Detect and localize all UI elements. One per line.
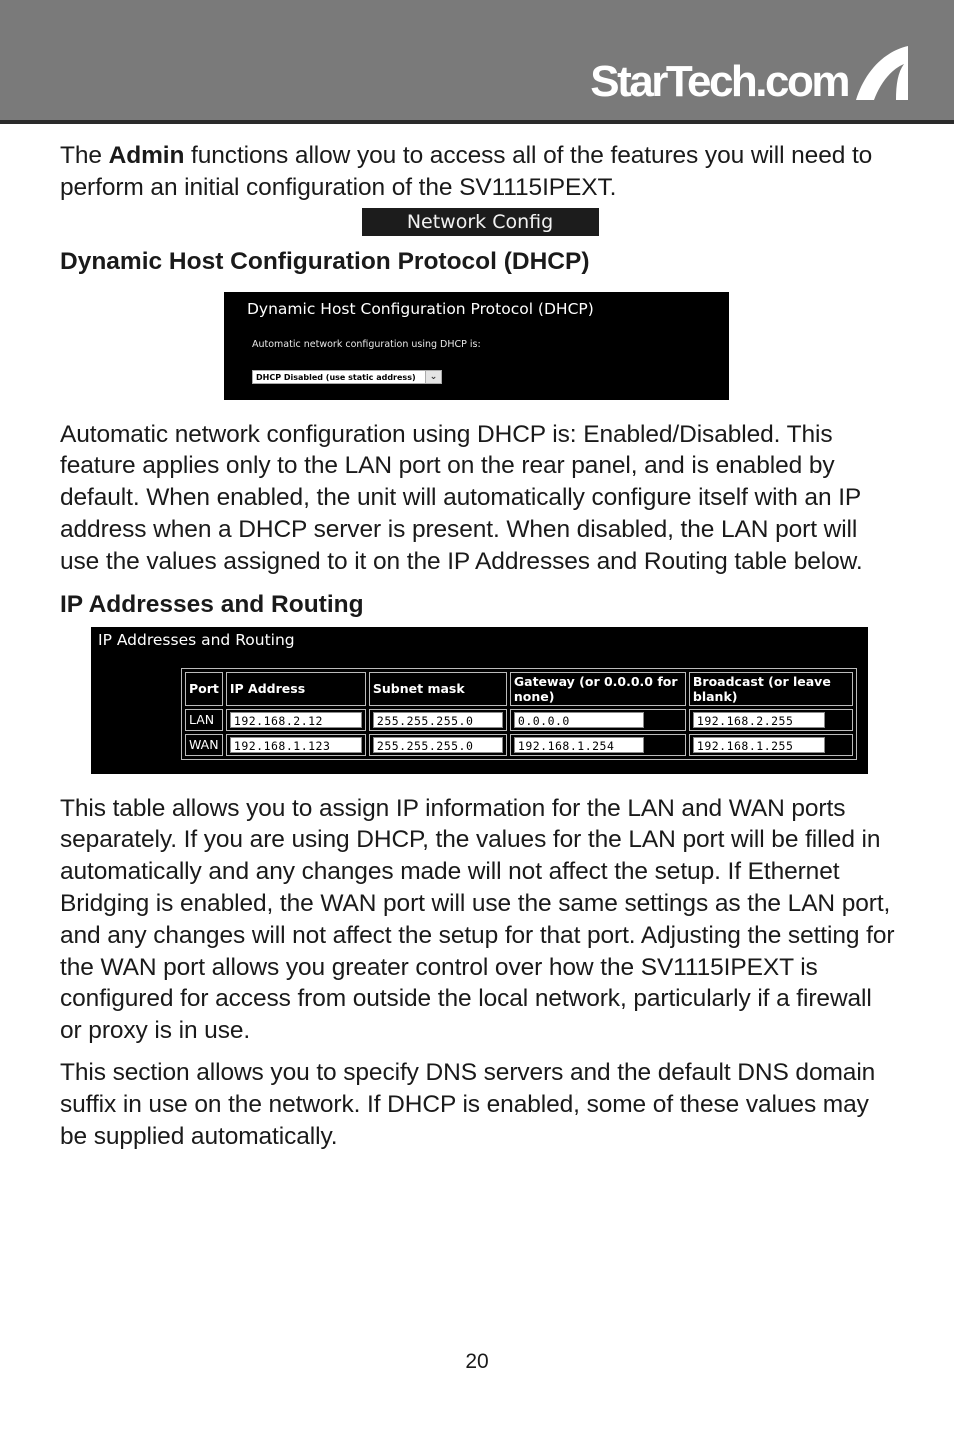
intro-text-post: functions allow you to access all of the features you will need to perform an initial configuration of the SV1115IPEXT. [60,142,873,201]
chevron-down-icon[interactable]: ⌄ [425,371,441,383]
dhcp-screenshot-label: Automatic network configuration using DHCP is: [252,338,481,350]
subnet-cell [369,709,507,731]
logo-text: StarTech.com [590,57,848,106]
dhcp-mode-select-value: DHCP Disabled (use static address) [256,372,416,382]
broadcast-cell [689,734,853,756]
table-row [185,734,853,756]
ip-routing-heading: IP Addresses and Routing [60,590,364,618]
dhcp-mode-select[interactable] [252,370,442,384]
ip-routing-screenshot [91,627,868,774]
dhcp-screenshot-title: Dynamic Host Configuration Protocol (DHCP) [247,299,594,318]
col-header-port: Port [185,672,223,706]
page-header [0,0,954,124]
wan-gateway-input[interactable]: 192.168.1.254 [514,737,644,753]
col-header-gateway: Gateway (or 0.0.0.0 for none) [510,672,686,706]
broadcast-cell [689,709,853,731]
network-config-banner-wrap [60,208,900,236]
intro-paragraph [60,140,900,204]
gateway-cell [510,709,686,731]
table-row [185,709,853,731]
col-header-broadcast: Broadcast (or leave blank) [689,672,853,706]
ip-cell [226,734,366,756]
intro-text-pre: The [60,142,109,169]
lan-broadcast-input[interactable]: 192.168.2.255 [693,712,825,728]
col-header-subnet-mask: Subnet mask [369,672,507,706]
col-header-ip-address: IP Address [226,672,366,706]
wan-subnet-input[interactable]: 255.255.255.0 [373,737,503,753]
lan-subnet-input[interactable]: 255.255.255.0 [373,712,503,728]
lan-gateway-input[interactable]: 0.0.0.0 [514,712,644,728]
ip-routing-description: This table allows you to assign IP information for the LAN and WAN ports separately. If you are using DHCP, the values for the LAN port will be filled in automatically and any changes made will not affect the setup. If Ethernet Bridging is enabled, the WAN port will use the same settings as the LAN port, and any changes will not affect the setup for that port. Adjusting the setting for the WAN port allows you greater control over how the SV1115IPEXT is configured for access from outside the local network, particularly if a firewall or proxy is in use. [60,794,895,1045]
startech-logo [590,44,910,104]
network-config-banner: Network Config [362,208,599,236]
ip-cell [226,709,366,731]
dhcp-description: Automatic network configuration using DHCP is: Enabled/Disabled. This feature applies only to the LAN port on the rear panel, and is enabled by default. When enabled, the unit will automatically configure itself with an IP address when a DHCP server is present. When disabled, the LAN port will use the values assigned to it on the IP Addresses and Routing table below. [60,420,863,575]
subnet-cell [369,734,507,756]
dhcp-screenshot [224,292,729,400]
page-number: 20 [465,1350,489,1373]
ip-routing-screenshot-title: IP Addresses and Routing [98,630,295,649]
ip-routing-table [181,668,857,760]
dns-paragraph: This section allows you to specify DNS servers and the default DNS domain suffix in use on the network. If DHCP is enabled, some of these values may be supplied automatically. [60,1058,876,1150]
gateway-cell [510,734,686,756]
port-cell: LAN [185,709,223,731]
intro-text-bold: Admin [108,142,185,169]
lan-ip-input[interactable]: 192.168.2.12 [230,712,362,728]
wan-broadcast-input[interactable]: 192.168.1.255 [693,737,825,753]
wan-ip-input[interactable]: 192.168.1.123 [230,737,362,753]
dhcp-heading: Dynamic Host Configuration Protocol (DHCP) [60,247,590,275]
port-cell: WAN [185,734,223,756]
logo-swoosh-icon [852,44,910,104]
page-content [60,140,900,1162]
table-header-row [185,672,853,706]
